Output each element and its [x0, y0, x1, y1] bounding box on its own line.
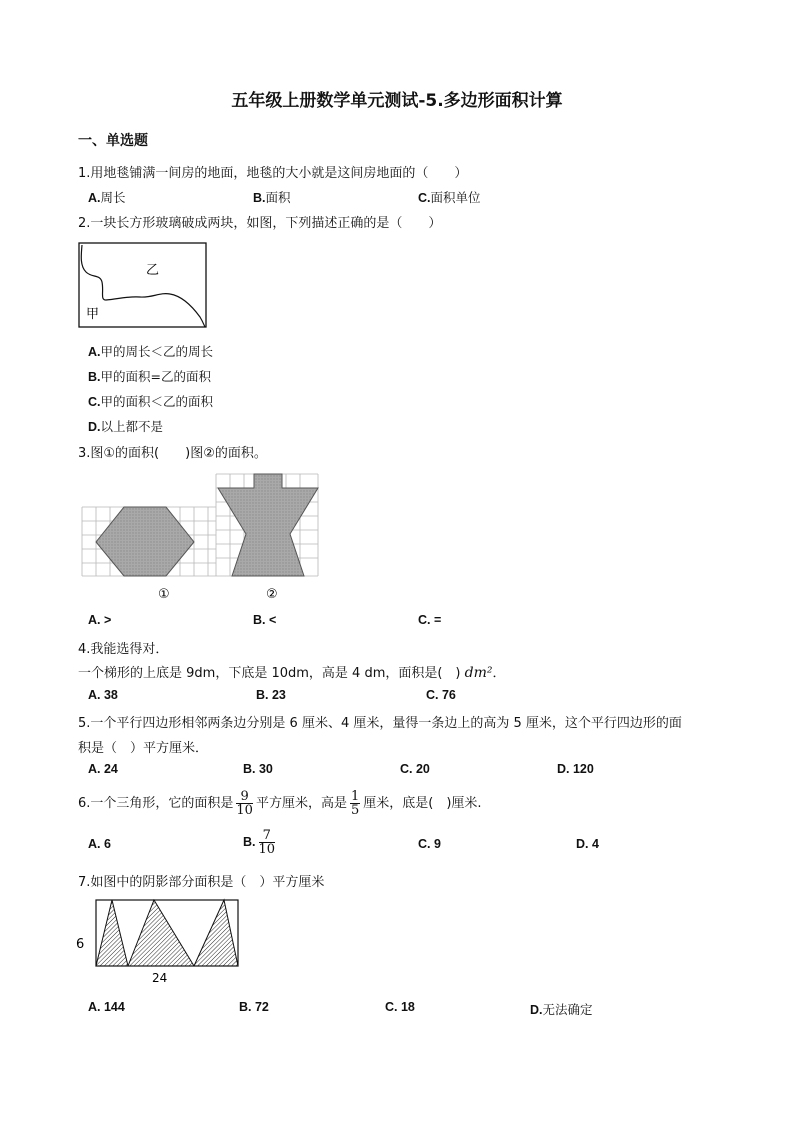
question-6-text — [78, 790, 482, 818]
q1-option-c[interactable] — [418, 188, 481, 206]
q2-option-a-text: 甲的周长＜乙的周长 — [100, 344, 214, 359]
width-label: 24 — [152, 971, 168, 985]
q6-fraction-height — [350, 790, 360, 817]
q1-option-b[interactable] — [253, 188, 291, 206]
q3-option-c[interactable]: C. = — [418, 613, 442, 627]
label-jia: 甲 — [86, 307, 100, 322]
shaded-triangle-3 — [194, 900, 238, 966]
q5-option-d[interactable]: D. 120 — [557, 762, 594, 776]
q6-option-b-letter: B. — [243, 835, 256, 849]
q6-frac1-num: 9 — [236, 790, 253, 804]
label-yi: 乙 — [146, 263, 160, 278]
q4-option-a[interactable]: A. 38 — [88, 688, 118, 702]
q6-option-c[interactable]: C. 9 — [418, 837, 441, 851]
q2-option-d-text: 以上都不是 — [100, 419, 164, 434]
section-heading: 一、单选题 — [78, 133, 148, 149]
glass-break-line — [81, 245, 205, 327]
q1-option-c-letter: C. — [418, 191, 431, 205]
question-4-text: 4.我能选得对． — [78, 642, 169, 657]
q1-option-a[interactable] — [88, 188, 126, 206]
question-2-text: 2.一块长方形玻璃破成两块，如图，下列描述正确的是（ ） — [78, 216, 442, 231]
question-4-body — [78, 662, 506, 681]
q6-optb-num: 7 — [259, 829, 276, 843]
q2-option-b[interactable] — [88, 367, 211, 385]
shaded-triangle-1 — [96, 900, 128, 966]
figure-2-label: ② — [266, 587, 278, 602]
q5-option-a[interactable]: A. 24 — [88, 762, 118, 776]
q6-option-d[interactable]: D. 4 — [576, 837, 599, 851]
question-5-text-line1: 5.一个平行四边形相邻两条边分别是 6 厘米、4 厘米，量得一条边上的高为 5 厘米，这个平行四边形的面 — [78, 716, 682, 731]
question-5-text-line2: 积是（ ）平方厘米． — [78, 741, 209, 756]
q6-text-part1: 6.一个三角形，它的面积是 — [78, 796, 234, 811]
q7-shaded-triangles-figure — [72, 896, 247, 988]
q7-option-b[interactable]: B. 72 — [239, 1000, 269, 1014]
q1-option-a-letter: A. — [88, 191, 101, 205]
q6-optb-den: 10 — [258, 842, 276, 857]
q6-frac2-num: 1 — [350, 789, 360, 804]
q3-option-b[interactable]: B. < — [253, 613, 277, 627]
shaded-triangle-2 — [128, 900, 194, 966]
q6-text-part2: 平方厘米，高是 — [255, 796, 347, 811]
q6-frac1-den: 10 — [236, 803, 253, 818]
q6-option-b-fraction — [259, 829, 276, 856]
q7-option-d-letter: D. — [530, 1003, 543, 1017]
q7-option-d-text: 无法确定 — [542, 1002, 593, 1017]
q4-option-c[interactable]: C. 76 — [426, 688, 456, 702]
question-1-text: 1.用地毯铺满一间房的地面，地毯的大小就是这间房地面的（ ） — [78, 166, 468, 181]
question-3-text: 3.图①的面积( )图②的面积。 — [78, 446, 267, 461]
q4-period: ． — [492, 666, 506, 681]
figure-1-label: ① — [158, 587, 170, 602]
q1-option-b-text: 面积 — [265, 190, 291, 205]
q3-grid-figures — [78, 472, 328, 607]
q2-option-a[interactable] — [88, 342, 213, 360]
q2-option-c-letter: C. — [88, 395, 101, 409]
hexagon-shape-1 — [96, 507, 194, 576]
q1-option-b-letter: B. — [253, 191, 266, 205]
q2-option-d-letter: D. — [88, 420, 101, 434]
q6-option-a[interactable]: A. 6 — [88, 837, 111, 851]
q7-option-a[interactable]: A. 144 — [88, 1000, 125, 1014]
q6-frac2-den: 5 — [350, 803, 360, 818]
q1-option-a-text: 周长 — [100, 190, 126, 205]
q7-option-c[interactable]: C. 18 — [385, 1000, 415, 1014]
q2-option-d[interactable] — [88, 417, 163, 435]
q6-option-b[interactable] — [243, 828, 278, 856]
q2-option-b-letter: B. — [88, 370, 101, 384]
q7-option-d[interactable] — [530, 1000, 593, 1018]
q2-option-b-text: 甲的面积=乙的面积 — [100, 369, 211, 384]
q2-option-a-letter: A. — [88, 345, 101, 359]
q4-option-b[interactable]: B. 23 — [256, 688, 286, 702]
q6-fraction-area — [236, 790, 253, 817]
height-label: 6 — [76, 937, 85, 952]
page-title: 五年级上册数学单元测试-5.多边形面积计算 — [231, 91, 563, 111]
q2-option-c-text: 甲的面积＜乙的面积 — [100, 394, 214, 409]
q2-broken-glass-figure — [78, 242, 208, 330]
question-7-text: 7.如图中的阴影部分面积是（ ）平方厘米 — [78, 875, 325, 890]
q5-option-b[interactable]: B. 30 — [243, 762, 273, 776]
q4-unit: dm² — [464, 665, 493, 681]
q4-body-text: 一个梯形的上底是 9dm，下底是 10dm，高是 4 dm，面积是( ) — [78, 666, 461, 681]
q2-option-c[interactable] — [88, 392, 213, 410]
q6-text-part3: 厘米，底是( )厘米. — [363, 796, 482, 811]
q5-option-c[interactable]: C. 20 — [400, 762, 430, 776]
q1-option-c-text: 面积单位 — [430, 190, 481, 205]
q3-option-a[interactable]: A. > — [88, 613, 112, 627]
cup-shape-2 — [218, 474, 318, 576]
